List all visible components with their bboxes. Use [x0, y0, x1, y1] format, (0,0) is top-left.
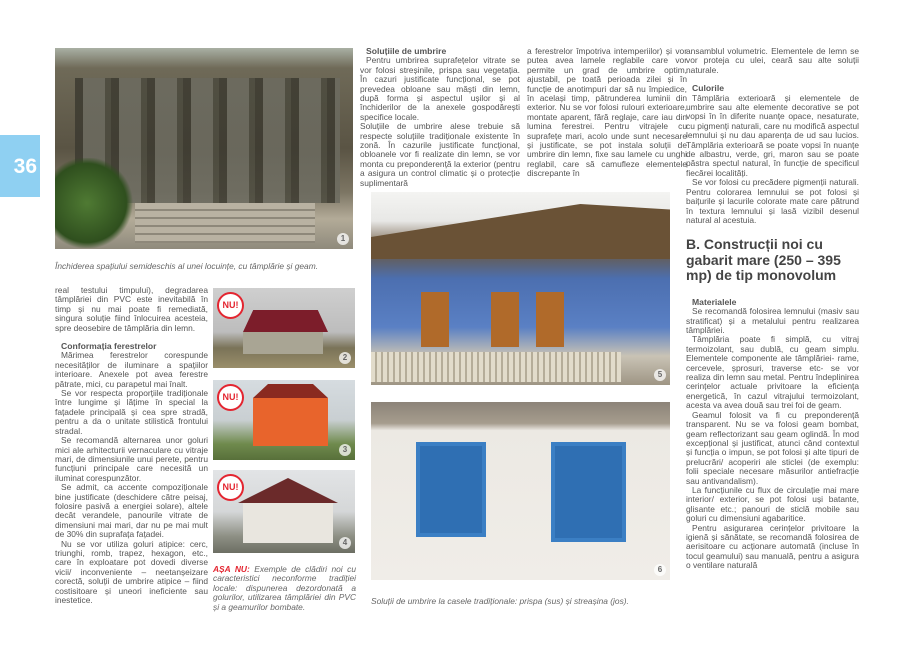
photo-house-porch — [55, 48, 353, 249]
photo-bad-example-3 — [213, 380, 355, 460]
text-column-middle-1: Soluțiile de umbrire Pentru umbrirea suprafețelor vitrate se vor folosi streșinile, prispa sau vegetația. În cazuri justificate funcțional, se pot prevedea obloane sau măști din lemn, după forma și aspectul ușilor și al închiderilor de la anexele gospodărești specifice locale. Soluțiile de umbrire alese trebuie să respecte soluțiile tradiționale existente în zonă. În cazurile justificate funcțional, obloanele vor fi realizate din lemn, se vor monta cu preponderență la exterior (pentru a asigura un control climatic și o protecție suplimentară — [360, 46, 520, 188]
heading-shading: Soluțiile de umbrire — [366, 46, 447, 56]
section-headline: B. Construcții noi cu gabarit mare (250 – 395 mp) de tip monovolum — [686, 236, 841, 284]
heading-materials: Materialele — [692, 296, 737, 307]
photo-bad-example-4 — [213, 470, 355, 553]
page-number: 36 — [13, 155, 37, 178]
heading-window-shape: Conformația ferestrelor — [61, 341, 157, 352]
photo-traditional-porch — [371, 192, 670, 385]
photo-number: 2 — [339, 352, 351, 364]
photo1-caption: Închiderea spațiului semideschis al unei locuințe, cu tâmplărie și geam. — [55, 261, 319, 271]
page-number-tab — [0, 135, 40, 197]
nu-warning-badge: NU! — [217, 292, 244, 319]
text-column-right: ansamblul volumetric. Elementele de lemn se vor proteja cu ulei, ceară sau alte soluții naturale. Culorile Tâmplăria exterioară și elementele de umbrire sau alte elemente decorative se pot vopsi în în diferite nuanțe opace, nesaturate, cu pigmenți naturali, care nu modifică aspectul lemnului și nu dau aparența de ud sau lucios. Tâmplăria exterioară se poate vopsi în nuanțe de albastru, verde, gri, maron sau se poate păstra spectul natural, în funcție de specificul fiecărei localități. Se vor folosi cu precădere pigmenții naturali. Pentru colorarea lemnului se pot folosi și baițurile și lacurile colorate mate care pătrund în textura lemnului și lasă vizibil desenul natural al acestuia. B. Construcții noi cu gabarit mare (250 – 395 mp) de tip monovolum Materialele Se recomandă folosirea lemnului (masiv sau stratificat) și a metalului pentru realizarea tâmplăriei. Tâmplăria poate fi simplă, cu vitraj termoizolant, sau dublă, cu geam simplu. Elementele componente ale tâmplăriei- rame, cercevele, șprosuri, traverse etc- se vor realiza din lemn sau metal. Pentru îndeplinirea cerințelor actuale privitoare la eficiența energetică, în cazul vitrajului termoizolant, acesta va avea două sau trei foi de geam. Geamul folosit va fi cu preponderență transparent. Nu se va folosi geam bombat, geam reflectorizant sau geam oglindă. În mod excepțional și justificat, atunci când contextul și funcția o impun, se pot folosi și alte tipuri de prelucrări/ acoperiri ale sticlei (de exemplu: folii speciale necesare măsurilor antiefracție sau antivandalism). La funcțiunile cu flux de circulație mai mare interior/ exterior, se pot folosi uși batante, glisante etc.; panouri de sticlă mobile sau goluri cu dimensiuni agabaritice. Pentru asigurarea cerințelor privitoare la igienă și sănătate, se recomandă folosirea de aerisitoare cu acționare automată (incluse în tocul geamului) sau manuală, pentru a asigura o ventilare naturală — [686, 46, 859, 571]
photo-bad-example-2 — [213, 288, 355, 368]
photo-number: 3 — [339, 444, 351, 456]
asa-nu-label: AȘA NU: — [213, 564, 250, 574]
text-column-middle-2: a ferestrelor împotriva intemperiilor) și vor putea avea lamele reglabile care vor permite un grad de umbrire optim, ajustabil, pe toată perioada zilei și în funcție de anotimpuri dar să nu împiedice, în același timp, pătrunderea luminii din exterior. Nu se vor folosi rulouri exterioare, montate aparent, fără reglaje, care iau din lumina ferestrei. Pentru vitrajele cu suprafețe mari, acolo unde sunt necesare și justificate, se pot instala soluții de umbrire din lemn, fixe sau lamele cu unghi reglabil, care să camufleze elementele discrepante în — [527, 46, 687, 179]
photo-number: 5 — [654, 369, 666, 381]
nu-warning-badge: NU! — [217, 474, 244, 501]
nu-warning-badge: NU! — [217, 384, 244, 411]
shading-caption: Soluții de umbrire la casele tradiționale: prispa (sus) și streașina (jos). — [371, 596, 629, 606]
photo-number: 1 — [337, 233, 349, 245]
photo-traditional-eaves — [371, 402, 670, 580]
heading-colors: Culorile — [692, 83, 724, 94]
bad-examples-caption: AȘA NU: Exemple de clădiri noi cu caracteristici neconforme tradiției locale: dispunerea dezordonată a golurilor, utilizarea tâmplăriei din PVC și a geamurilor bombate. — [213, 564, 356, 612]
text-column-left: real testului timpului), degradarea tâmplăriei din PVC este inevitabilă în timp și nu mai poate fi remediată, singura soluție fiind înlocuirea acesteia, spre deosebire de tâmplăria din lemn. Conformația ferestrelor Mărimea ferestrelor corespunde necesităților de iluminare a spațiilor interioare. Anexele pot avea ferestre pătrate, mici, cu parapetul mai înalt. Se vor respecta proporțiile tradiționale între lungime și lățime în special la fațadele principală și cea spre stradă, pentru a da o unitate stilistică frontului stradal. Se recomandă alternarea unor goluri mici ale arhitecturii vernaculare cu vitraje mari, de dimensiunile unui perete, pentru funcțiuni principale care necesită un iluminat corespunzător. Se admit, ca accente compoziționale bine justificate (deschidere către peisaj, folosire pasivă a energiei solare), altele decât verandele, panourile vitrate de dimensiuni mai mari, dar nu pe mai mult de 30% din suprafața fațadei. Nu se vor utiliza goluri atipice: cerc, triunghi, romb, trapez, hexagon, etc., care în exploatare pot dovedi diverse vicii/ inconveniente – neetanșeizare corectă, soluții de umbrire atipice – fiind costisitoare și uneori ineficiente sau inestetice. — [55, 285, 208, 605]
photo-number: 4 — [339, 537, 351, 549]
photo-number: 6 — [654, 564, 666, 576]
